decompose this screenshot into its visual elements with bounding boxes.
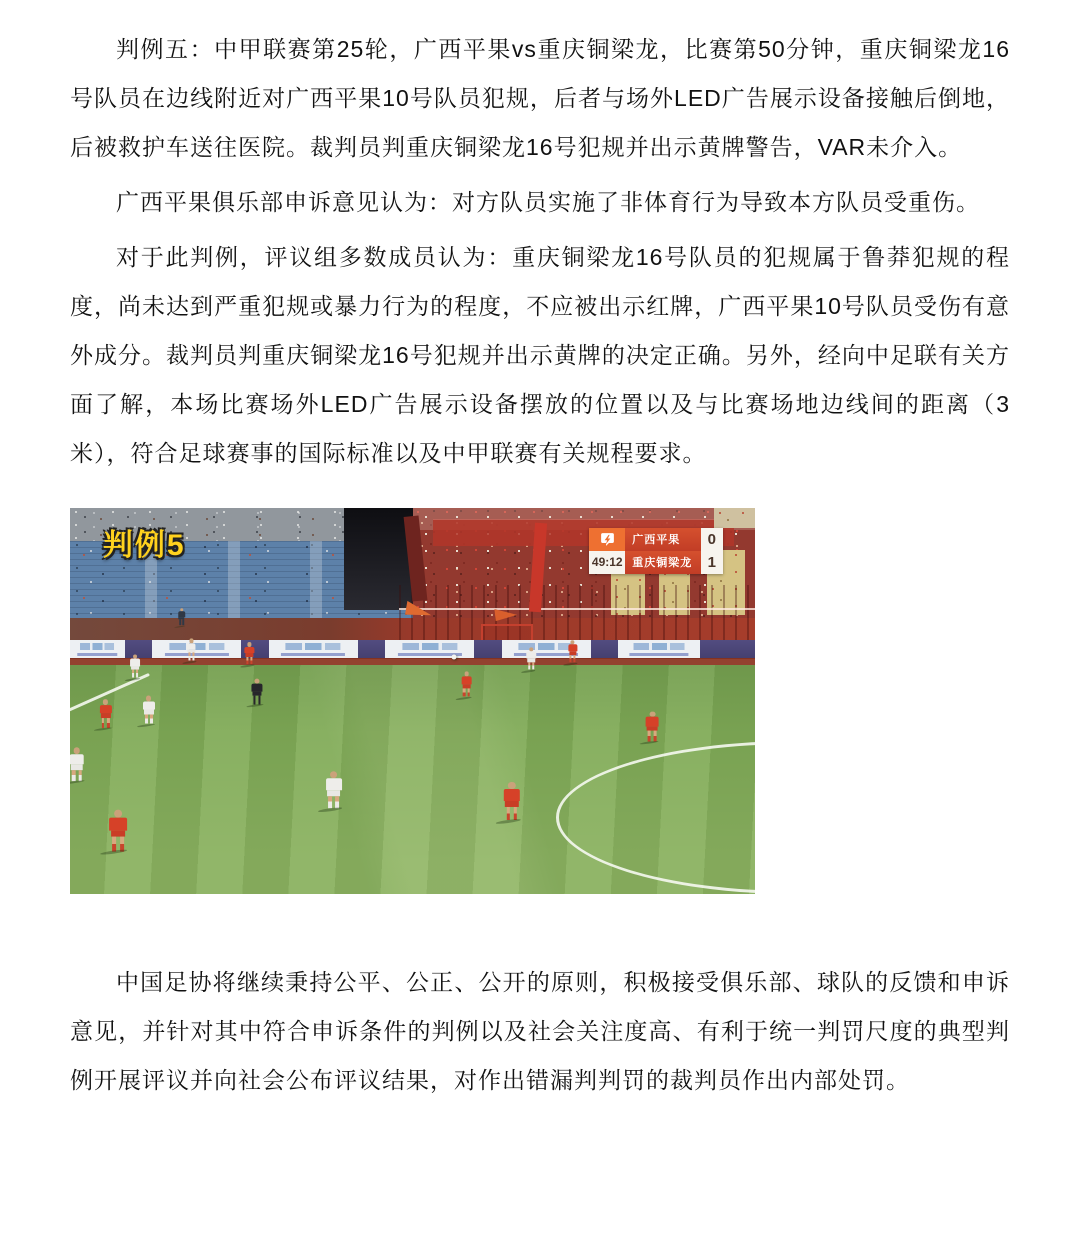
red-kit-player [245, 642, 254, 664]
red-kit-player [504, 782, 520, 821]
stand-aisle [228, 541, 240, 618]
article-paragraph: 判例五：中甲联赛第25轮，广西平果vs重庆铜梁龙，比赛第50分钟，重庆铜梁龙16号队员在边线附近对广西平果10号队员犯规，后者与场外LED广告展示设备接触后倒地，后被救护车送往医院。裁判员判重庆铜梁龙16号犯规并出示黄牌警告，VAR未介入。 [70, 36, 1010, 160]
home-team-name: 广西平果 [625, 528, 700, 551]
case-label: 判例5 [102, 528, 186, 562]
ad-board-panel [474, 640, 501, 658]
white-kit-player [526, 647, 536, 670]
home-team-score: 0 [701, 528, 723, 551]
match-clock: 49:12 [589, 551, 625, 574]
away-team-score: 1 [701, 551, 723, 574]
ad-board-panel [385, 640, 474, 658]
away-team-name: 重庆铜梁龙 [625, 551, 700, 574]
center-circle-line [556, 741, 755, 894]
red-kit-player [646, 711, 659, 741]
white-kit-player [143, 696, 155, 725]
match-photo[interactable] [70, 508, 755, 894]
stand-rail [399, 608, 755, 610]
ad-board-panel [152, 640, 241, 658]
assistant-referee [178, 608, 186, 626]
red-kit-player [109, 809, 127, 851]
red-kit-player [568, 641, 577, 663]
soccer-ball [451, 654, 456, 659]
yellow-seats [714, 508, 755, 528]
ad-board-panel [591, 640, 618, 658]
article-paragraph: 广西平果俱乐部申诉意见认为：对方队员实施了非体育行为导致本方队员受重伤。 [116, 189, 980, 215]
stand-aisle [310, 541, 322, 618]
article-paragraph: 中国足协将继续秉持公平、公正、公开的原则，积极接受俱乐部、球队的反馈和申诉意见，并针对其中符合申诉条件的判例以及社会关注度高、有利于统一判罚尺度的典型判例开展评议并向社会公布评议结果，对作出错漏判判罚的裁判员作出内部处罚。 [70, 969, 1010, 1093]
red-kit-player [100, 699, 112, 728]
ad-board-panel [70, 640, 125, 658]
white-kit-player [326, 771, 342, 809]
league-logo-icon [589, 528, 625, 551]
scoreboard [589, 528, 723, 574]
white-kit-player [130, 654, 140, 677]
ad-board-panel [700, 640, 755, 658]
ad-board-panel [618, 640, 700, 658]
white-kit-player [187, 639, 196, 661]
football-pitch [70, 665, 755, 894]
led-ad-boards [70, 640, 755, 658]
red-kit-player [461, 672, 472, 698]
referee [251, 678, 262, 704]
ad-board-panel [269, 640, 358, 658]
article-paragraph: 对于此判例，评议组多数成员认为：重庆铜梁龙16号队员的犯规属于鲁莽犯规的程度，尚未达到严重犯规或暴力行为的程度，不应被出示红牌，广西平果10号队员受伤有意外成分。裁判员判重庆铜梁龙16号犯规并出示黄牌的决定正确。另外，经向中足联有关方面了解，本场比赛场外LED广告展示设备摆放的位置以及与比赛场地边线间的距离（3米），符合足球赛事的国际标准以及中甲联赛有关规程要求。 [70, 244, 1010, 466]
ad-board-panel [358, 640, 385, 658]
white-kit-player [70, 747, 84, 782]
